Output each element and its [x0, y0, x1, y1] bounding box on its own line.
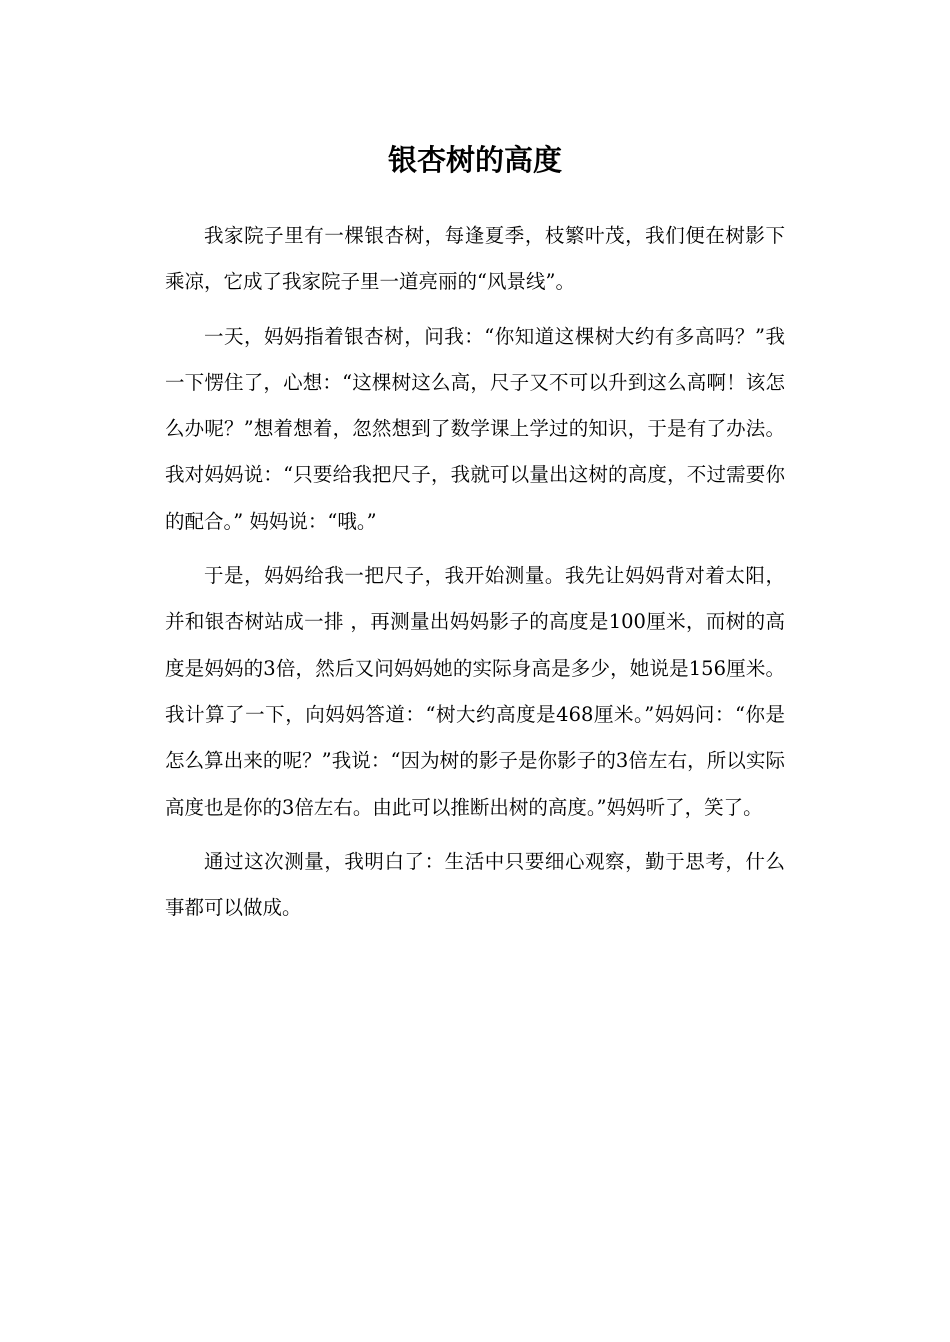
paragraph-2: 一天，妈妈指着银杏树，问我：“你知道这棵树大约有多高吗？”我一下愣住了，心想：“这棵树这么高，尺子又不可以升到这么高啊！该怎么办呢？”想着想着，忽然想到了数学课上学过的知识，于是有了办法。我对妈妈说：“只要给我把尺子，我就可以量出这树的高度，不过需要你的配合。” 妈妈说：“哦。”: [165, 324, 785, 533]
paragraph-4: 通过这次测量，我明白了：生活中只要细心观察，勤于思考，什么事都可以做成。: [165, 849, 785, 920]
paragraph-3: 于是，妈妈给我一把尺子，我开始测量。我先让妈妈背对着太阳，并和银杏树站成一排 ，再测量出妈妈影子的高度是100厘米，而树的高度是妈妈的3倍，然后又问妈妈她的实际身高是多少，她说是156厘米。我计算了一下，向妈妈答道：“树大约高度是468厘米。”妈妈问：“你是怎么算出来的呢？”我说：“因为树的影子是你影子的3倍左右，所以实际高度也是你的3倍左右。由此可以推断出树的高度。”妈妈听了，笑了。: [165, 564, 785, 819]
document-body: [165, 213, 785, 939]
paragraph-1: 我家院子里有一棵银杏树，每逢夏季，枝繁叶茂，我们便在树影下乘凉，它成了我家院子里一道亮丽的“风景线”。: [165, 224, 785, 294]
document-title: 银杏树的高度: [387, 143, 562, 177]
